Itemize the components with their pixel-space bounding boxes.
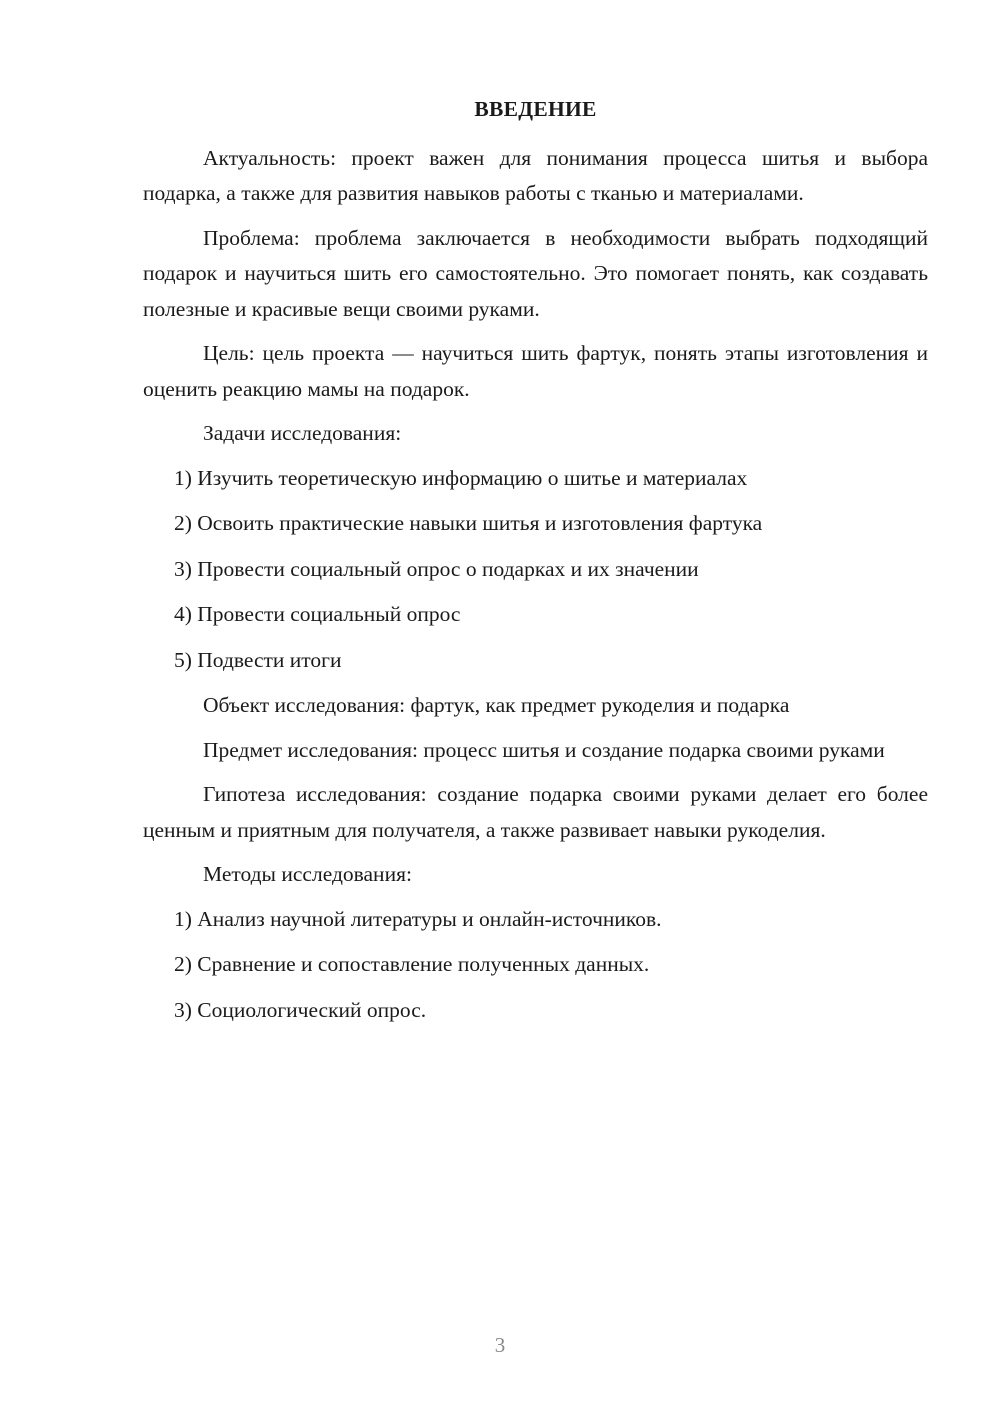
section-title: ВВЕДЕНИЕ [474,97,597,121]
list-item: 1) Анализ научной литературы и онлайн-источников. [174,906,662,931]
tasks-heading: Задачи исследования: [203,421,402,445]
subject-paragraph: Предмет исследования: процесс шитья и создание подарка своими руками [203,737,885,762]
object-paragraph: Объект исследования: фартук, как предмет рукоделия и подарка [203,693,790,717]
methods-heading: Методы исследования: [203,862,412,886]
list-item: 2) Освоить практические навыки шитья и изготовления фартука [174,511,763,535]
methods-list [143,902,928,1029]
document-body [143,92,928,1038]
tasks-list [143,461,928,679]
page-number: 3 [494,1333,506,1357]
list-item: 5) Подвести итоги [174,647,342,672]
problem-paragraph: Проблема: проблема заключается в необходимости выбрать подходящий подарок и научиться шить его самостоятельно. Это помогает понять, как создавать полезные и красивые вещи своими руками. [143,225,928,321]
list-item: 3) Социологический опрос. [174,997,427,1022]
list-item: 2) Сравнение и сопоставление полученных данных. [174,952,650,976]
goal-paragraph: Цель: цель проекта — научиться шить фартук, понять этапы изготовления и оценить реакцию мамы на подарок. [143,341,928,401]
list-item: 1) Изучить теоретическую информацию о шитье и материалах [174,465,748,490]
list-item: 3) Провести социальный опрос о подарках и их значении [174,556,699,581]
relevance-paragraph: Актуальность: проект важен для понимания процесса шитья и выбора подарка, а также для развития навыков работы с тканью и материалами. [143,145,928,205]
hypothesis-paragraph: Гипотеза исследования: создание подарка своими руками делает его более ценным и приятным для получателя, а также развивает навыки рукоделия. [143,782,928,842]
list-item: 4) Провести социальный опрос [174,602,461,626]
